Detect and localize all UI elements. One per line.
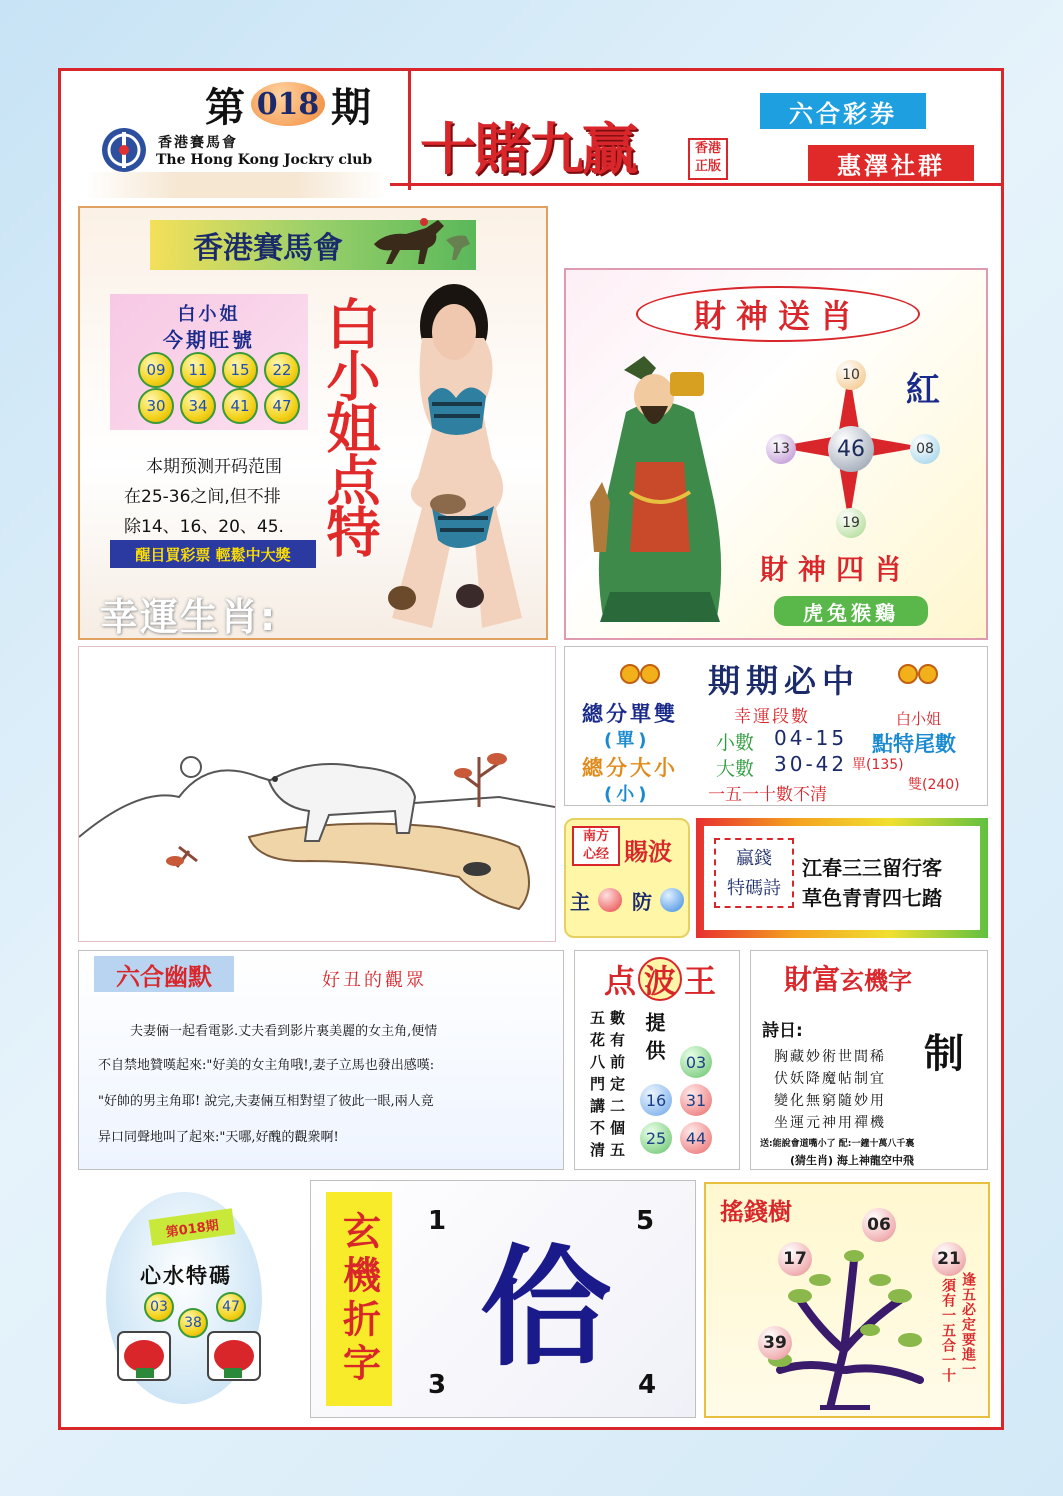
humor-line: 夫妻倆一起看電影.丈夫看到影片裏美麗的女主角,便情 [130,1024,438,1039]
god-title-oval [636,286,920,342]
tag-community: 惠澤社群 [808,145,974,181]
hot-number-ball: 47 [264,388,300,424]
genuine-badge: 香港正版 [688,138,728,180]
riddle-answer: (猜生肖) 海上神龍空中飛 [790,1154,914,1167]
main-wave-label: 主 [570,890,590,914]
riddle-title-a: 財富 [784,963,841,996]
split-character: 佮 [479,1231,610,1384]
hot-number-ball: 41 [222,388,258,424]
club-name-en: The Hong Kong Jockry club [156,152,373,168]
club-name-cn: 香港賽馬會 [158,135,238,151]
humor-line: "好帥的男主角耶! 說完,夫妻倆互相對望了彼此一眼,兩人竟 [98,1094,434,1109]
color-label: 紅 [906,370,940,410]
humor-line: 不自禁地贊嘆起來:"好美的女主角哦!,妻子立馬也發出感嘆: [98,1058,435,1073]
riddle-note: 送:能說會道嘴小了 配:一鐘十萬八千裏 [760,1139,915,1149]
vertical-text: 白小姐点特 [318,296,382,556]
point-wave-ball: 31 [680,1084,712,1116]
heart-issue-badge: 第018期 [149,1208,236,1245]
hot-number-ball: 11 [180,352,216,388]
coin-icon [620,664,660,684]
hot-number-ball: 22 [264,352,300,388]
tree-title: 搖錢樹 [720,1198,792,1226]
riddle-big-char: 制 [924,1030,964,1077]
point-wave-ball: 03 [680,1046,712,1078]
compass-left-ball: 13 [766,434,796,464]
hot-title-1: 白小姐 [177,304,241,325]
hot-number-ball: 30 [138,388,174,424]
provide-label: 提供 [642,1012,666,1068]
issue-suffix: 期 [331,83,371,131]
poem-label-1: 贏錢 [736,848,772,869]
header-fade-bar [86,172,386,198]
total-big-small: 總分大小 [582,756,678,780]
point-wave-ball: 25 [640,1122,672,1154]
point-wave-title-a: 点 [604,962,637,1000]
coin-icon [898,664,938,684]
riddle-line: 變化無窮隨妙用 [774,1093,886,1109]
lucky-zodiac-label: 幸運生肖: [100,595,278,639]
red-wave-ball [598,888,622,912]
hot-number-ball: 34 [180,388,216,424]
wealth-god-figure [580,352,740,628]
split-corner-1: 1 [428,1206,447,1236]
heart-title: 心水特碼 [140,1264,232,1288]
split-corner-4: 4 [638,1370,657,1400]
riddle-line: 伏妖降魔帖制宜 [774,1071,886,1087]
heart-number-ball: 47 [216,1292,246,1322]
tag-lottery: 六合彩券 [760,93,926,129]
four-zodiac-label: 財神四肖 [760,553,913,586]
tree-verse-1: 逢五必定要進一 [960,1272,976,1377]
horse-rider-icon [366,214,476,270]
single-tail-value: 單(135) [852,757,904,773]
point-wave-col-1: 五花八門講不清 [588,1010,606,1164]
riddle-title-b: 玄機字 [840,967,913,995]
riddle-line: 胸藏妙術世間稀 [774,1049,886,1065]
riddle-title [784,958,912,998]
riddle-poem-label: 詩日: [762,1021,803,1041]
split-title: 玄機折字 [336,1211,381,1387]
main-title: 十賭九贏 [420,117,636,183]
prediction-line: 除14、16、20、45. [124,517,284,537]
zodiac-badge: 虎兔猴鷄 [774,596,928,626]
total-odd-even-value: (單) [604,730,651,751]
heart-number-ball: 38 [178,1308,208,1338]
header-divider-v [408,70,411,190]
big-number-label: 大數 [716,758,755,780]
riddle-line: 坐運元神用禪機 [774,1115,886,1131]
poem-line-1: 江春三三留行客 [802,856,942,880]
point-wave-ball: 44 [680,1122,712,1154]
south-badge-line1: 南方 [582,829,609,844]
double-tail-value: 雙(240) [908,777,960,793]
south-badge [572,826,620,866]
boxing-glove-icon [116,1328,176,1384]
humor-title: 好丑的觀眾 [322,970,427,991]
compass-right-ball: 08 [910,434,940,464]
small-number-label: 小數 [716,732,755,754]
point-wave-col-2: 數有前定二個五 [608,1010,626,1164]
slogan-bar: 醒目買彩票 輕鬆中大獎 [110,540,316,568]
compass-bottom-ball: 19 [836,508,866,538]
point-wave-title-c: 王 [684,962,717,1000]
boxing-glove-icon [202,1328,262,1384]
big-number-range: 30-42 [774,752,848,776]
issue-prefix: 第 [205,83,245,131]
guard-wave-label: 防 [632,890,652,914]
tree-number-ball: 39 [758,1326,792,1360]
compass-center-ball: 46 [828,426,874,472]
panel-bear-illustration [78,646,556,942]
hot-number-ball: 15 [222,352,258,388]
tens-text: 一五一十數不清 [708,785,827,805]
humor-badge: 六合幽默 [94,956,234,992]
hot-number-ball: 09 [138,352,174,388]
south-badge-line2: 心经 [582,847,609,862]
lady-vertical-title [312,296,382,556]
prediction-line: 本期预测开码范围 [146,457,282,477]
point-wave-title [604,956,716,1002]
point-wave-ball: 16 [640,1084,672,1116]
lucky-segment-title: 幸運段數 [734,707,810,727]
poem-label-2: 特碼詩 [727,878,781,899]
jockey-club-logo-icon [100,126,148,174]
miss-bai-label: 白小姐 [896,710,942,728]
banner-text: 香港賽馬會 [193,231,343,266]
issue-heading [205,80,371,131]
total-odd-even: 總分單雙 [582,702,678,726]
issue-number: 018 [251,82,325,126]
point-wave-title-b: 波 [638,957,682,1001]
blue-wave-ball [660,888,684,912]
humor-line: 异口同聲地叫了起來:"天哪,好醜的觀衆啊! [98,1130,339,1145]
heart-number-ball: 03 [144,1292,174,1322]
split-corner-3: 3 [428,1370,447,1400]
tree-number-ball: 21 [932,1242,966,1276]
small-number-range: 04-15 [774,726,848,750]
tree-number-ball: 06 [862,1208,896,1242]
compass-top-ball: 10 [836,360,866,390]
total-big-small-value: (小) [604,784,651,805]
poem-label-box [714,838,794,908]
tail-number-label: 點特尾數 [872,732,956,756]
hot-title-2: 今期旺號 [163,328,255,352]
tree-verse-2: 須有一五合一十 [940,1278,956,1383]
split-corner-5: 5 [636,1206,655,1236]
must-title: 期期必中 [708,662,861,700]
prediction-line: 在25-36之间,但不排 [124,487,281,507]
god-title: 財神送肖 [693,297,862,335]
tree-number-ball: 17 [778,1242,812,1276]
split-title-bar [326,1192,392,1406]
poem-line-2: 草色青青四七踏 [802,886,942,910]
wave-title: 賜波 [624,838,672,866]
